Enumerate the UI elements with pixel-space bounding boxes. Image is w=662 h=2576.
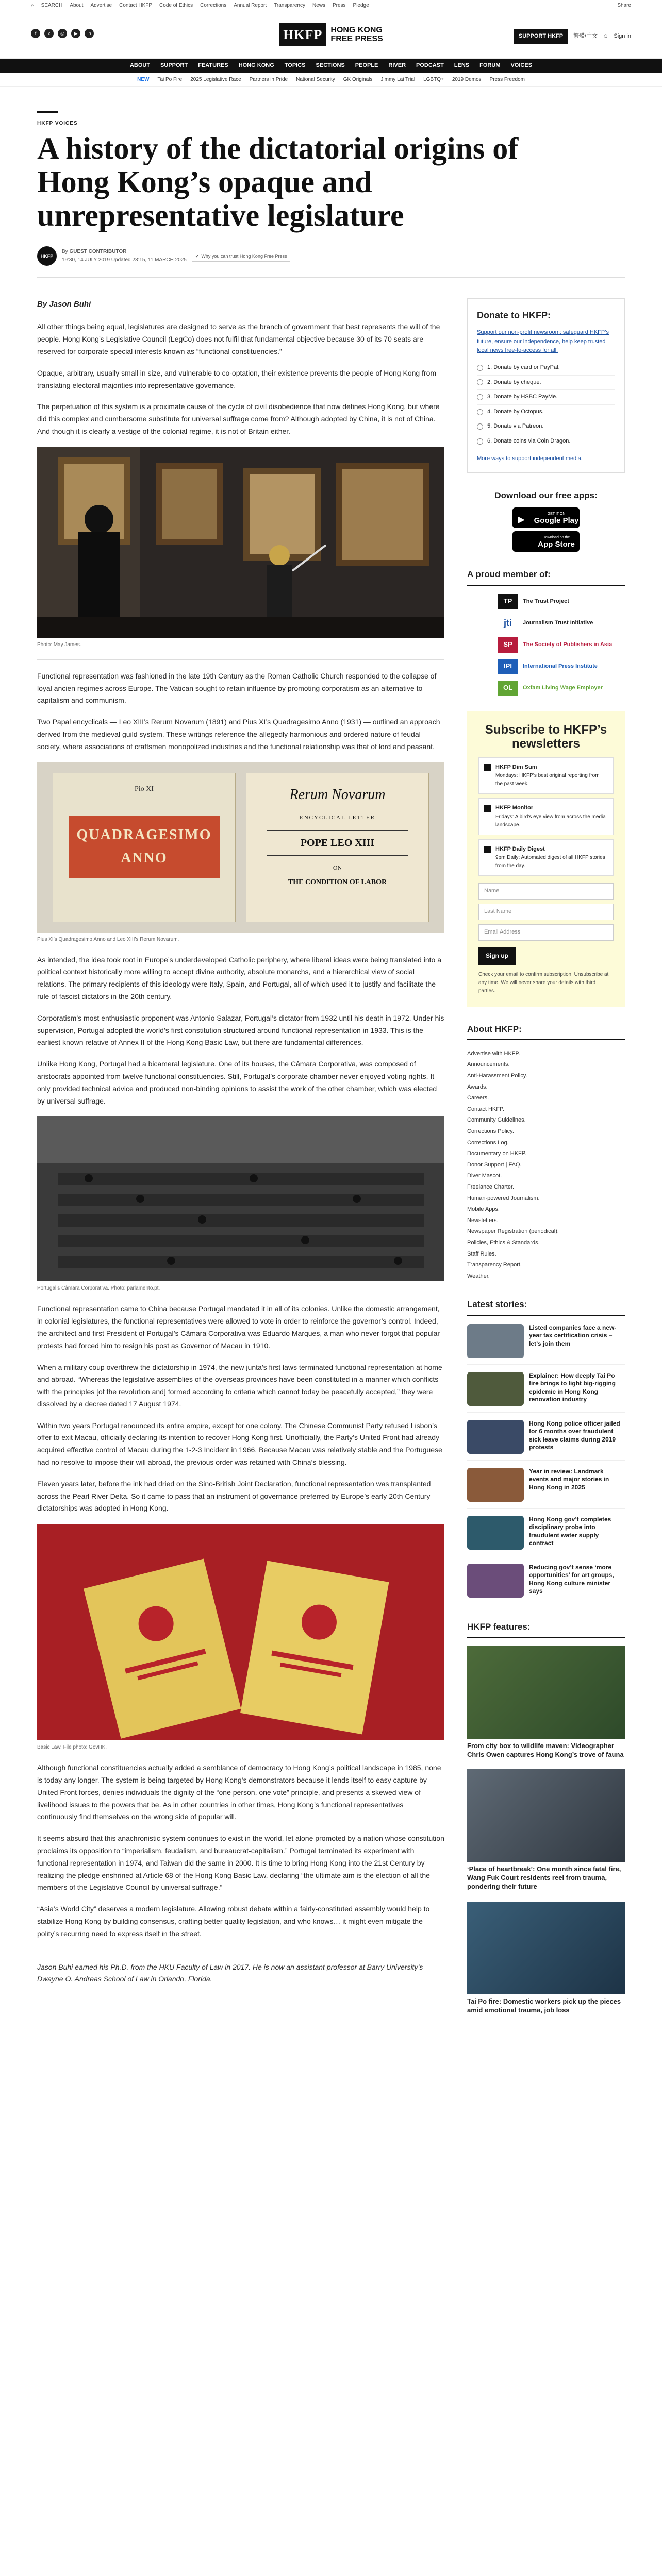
app-store-badge[interactable]: Download on the App Store (512, 531, 580, 552)
radio-icon (477, 365, 483, 371)
top-link[interactable]: Press (332, 2, 346, 8)
photo-caption: Pius XI’s Quadragesimo Anno and Leo XIII’s Rerum Novarum. (37, 936, 179, 942)
member-item[interactable]: OL Oxfam Living Wage Employer (498, 681, 625, 696)
about-link[interactable]: Corrections Policy. (467, 1128, 514, 1134)
x-icon[interactable]: x (44, 29, 54, 38)
donate-box (467, 298, 625, 473)
protest-photo-art (37, 447, 444, 638)
trending-link[interactable]: 2025 Legislative Race (190, 76, 241, 82)
newsletter-form (478, 883, 614, 941)
nav-item[interactable]: HONG KONG (238, 62, 274, 69)
about-link[interactable]: Careers. (467, 1095, 489, 1101)
article-kicker[interactable]: HKFP VOICES (37, 121, 78, 126)
instagram-icon[interactable]: ◎ (58, 29, 67, 38)
story-thumbnail (467, 1372, 524, 1406)
shield-icon: ✔ (195, 253, 200, 259)
divider (37, 659, 444, 660)
donate-option[interactable]: 2. Donate by cheque. (477, 376, 615, 391)
about-link[interactable]: Diver Mascot. (467, 1173, 502, 1179)
paragraph: When a military coup overthrew the dictatorship in 1974, the new junta’s first laws terminated functional representation at home and abroad. “Whereas the legislative assemblies of the overseas provinces have been constituted in a manner which conflicts with the principles [of the revolution and] formed according to criteria which cannot today be peacefully accepted,” they were dissolved by a decree dated 17 August 1974. (37, 1363, 442, 1408)
newsletter-option[interactable]: HKFP Monitor Fridays: A bird’s eye view from across the media landscape. (478, 798, 614, 835)
about-section (467, 1022, 625, 1282)
paragraph: Within two years Portugal renounced its entire empire, except for one colony. The Chinese Communist Party refused Lisbon’s offer to exit Macau, officially declaring its intention to recover Hong Kong first. Unofficially, the Party’s United Front had already acquired effective control of Macau during the 1-2-3 Incident in 1966. Because Macau was relatively stable and the Portuguese had no resolve to impose their will abroad, the previous order was retained with China’s blessing. (37, 1421, 442, 1467)
about-title: About HKFP: (467, 1022, 625, 1040)
nav-item[interactable]: FEATURES (198, 62, 228, 69)
feature-image[interactable] (467, 1646, 625, 1739)
byline-prefix: By (62, 249, 68, 255)
about-list (467, 1048, 625, 1282)
jti-logo: jti (504, 618, 512, 629)
basic-law-photo (37, 1524, 444, 1740)
trust-project-logo: TP (498, 594, 518, 609)
apps-section (467, 488, 625, 552)
features-title: HKFP features: (467, 1620, 625, 1638)
paragraph: Unlike Hong Kong, Portugal had a bicameral legislature. One of its houses, the Câmara Corporativa, was composed of aristocrats appointed from twelve functional constituencies. Still, Portugal’s corporate chamber never enjoyed voting rights. It only provided technical advice and produced non-binding opinions to assist the work of the other chamber, which was elected by universal suffrage. (37, 1060, 437, 1105)
story-item[interactable]: Explainer: How deeply Tai Po fire brings to light big-rigging epidemic in Hong Kong renovation industry (467, 1372, 625, 1413)
trending-link[interactable]: GK Originals (343, 76, 373, 82)
linkedin-icon[interactable]: in (85, 29, 94, 38)
sidebar (467, 298, 625, 2025)
top-link[interactable]: Transparency (274, 2, 305, 8)
about-link[interactable]: Weather. (467, 1273, 490, 1279)
about-link[interactable]: Anti-Harassment Policy. (467, 1073, 527, 1079)
photo-caption: Portugal’s Câmara Corporativa. Photo: parlamento.pt. (37, 1285, 160, 1292)
about-link[interactable]: Policies, Ethics & Standards. (467, 1239, 540, 1246)
checkbox-icon[interactable] (484, 764, 491, 771)
nav-item[interactable]: PODCAST (416, 62, 444, 69)
nav-item[interactable]: SUPPORT (160, 62, 188, 69)
about-link[interactable]: Announcements. (467, 1061, 510, 1068)
paragraph: Corporatism’s most enthusiastic proponent was Antonio Salazar, Portugal’s dictator from 1932 until his death in 1972. Under his supervision, Portugal adopted the world’s first constitution structured around functional representation in 1933. This is the earliest known relative of Annex II of the Hong Kong Basic Law, but there are fundamental differences. (37, 1013, 444, 1047)
top-utility-bar (0, 0, 662, 11)
checkbox-icon[interactable] (484, 805, 491, 812)
trending-bar (0, 73, 662, 87)
story-item[interactable]: Hong Kong gov’t completes disciplinary probe into fraudulent water supply contract (467, 1516, 625, 1556)
member-item[interactable]: jti Journalism Trust Initiative (498, 616, 625, 631)
protest-photo (37, 447, 444, 638)
radio-icon (477, 379, 483, 385)
feature-image[interactable] (467, 1769, 625, 1862)
story-item[interactable]: Reducing gov’t sense ‘more opportunities’ for art groups, Hong Kong culture minister says (467, 1564, 625, 1604)
member-item[interactable]: TP The Trust Project (498, 594, 625, 609)
paragraph: Opaque, arbitrary, usually small in size, and vulnerable to co-optation, their existence prevents the people of Hong Kong from translating electoral majorities into representative governance. (37, 368, 437, 389)
nav-item[interactable]: RIVER (388, 62, 406, 69)
about-link[interactable]: Contact HKFP. (467, 1106, 504, 1112)
about-link[interactable]: Documentary on HKFP. (467, 1150, 526, 1157)
nav-item[interactable]: VOICES (510, 62, 533, 69)
search-link[interactable]: SEARCH (41, 2, 63, 8)
paragraph: The perpetuation of this system is a proximate cause of the cycle of civil disobedience that now defines Hong Kong, but where did this complex and cumbersome substitute for universal suffrage come from? Although adopted by China, it is not of China. And though it is clearly a vestige of the colonial regime, it is not of Britain either. (37, 402, 440, 435)
paragraph: It seems absurd that this anachronistic system continues to exist in the world, let alone promoted by a nation whose constitution proclaims its opposition to “imperialism, feudalism, and bureaucrat-capitalism.” Portugal terminated its experiment with functional representation in 1974, and Taiwan did the same in 2000. It is time to bring Hong Kong into the 21st Century by realizing the pledge enshrined at Article 68 of the Hong Kong Basic Law, declaring “the ultimate aim is the election of all the members of the Legislative Council by universal suffrage.” (37, 1834, 444, 1892)
about-link[interactable]: Newsletters. (467, 1217, 499, 1224)
donate-option[interactable]: 6. Donate coins via Coin Dragon. (477, 434, 615, 449)
about-link[interactable]: Advertise with HKFP. (467, 1050, 520, 1057)
newsletter-title: Subscribe to HKFP’s newsletters (485, 722, 607, 751)
nav-item[interactable]: FORUM (479, 62, 501, 69)
author-bio: Jason Buhi earned his Ph.D. from the HKU Faculty of Law in 2017. He is now an assistant professor at Barry University’s Dwayne O. Andreas School of Law in Orlando, Florida. (37, 1962, 423, 1984)
member-item[interactable]: SP The Society of Publishers in Asia (498, 637, 625, 653)
trending-link[interactable]: Tai Po Fire (157, 76, 183, 82)
nav-item[interactable]: SECTIONS (316, 62, 345, 69)
about-link[interactable]: Awards. (467, 1083, 488, 1090)
donate-option[interactable]: 1. Donate by card or PayPal. (477, 361, 615, 376)
youtube-icon[interactable]: ▶ (71, 29, 80, 38)
rerum-novarum-book: Rerum Novarum ENCYCLICAL LETTER POPE LEO XIII ON THE CONDITION OF LABOR (246, 773, 429, 922)
story-thumbnail (467, 1468, 524, 1502)
user-icon[interactable]: ☺ (603, 33, 609, 39)
photo-caption: Photo: May James. (37, 641, 81, 648)
top-link[interactable]: Annual Report (234, 2, 267, 8)
site-logo[interactable] (279, 23, 383, 47)
more-ways-link[interactable]: More ways to support independent media. (477, 455, 583, 462)
play-icon: ▶ (518, 514, 525, 525)
about-link[interactable]: Donor Support | FAQ. (467, 1161, 522, 1168)
top-link[interactable]: Pledge (353, 2, 369, 8)
about-link[interactable]: Freelance Charter. (467, 1183, 515, 1190)
paragraph: All other things being equal, legislatures are designed to serve as the branch of government that best represents the will of the people. Hong Kong’s Legislative Council (LegCo) does not fulfil that fundamental objective because 30 of its 70 seats are reserved for corporate special interests known as “functional constituencies.” (37, 323, 440, 355)
name-field[interactable]: Name (478, 883, 614, 900)
camara-photo-art (37, 1116, 444, 1281)
facebook-icon[interactable]: f (31, 29, 40, 38)
signin-link[interactable]: Sign in (614, 33, 631, 39)
masthead (0, 11, 662, 59)
ipi-logo: IPI (498, 659, 518, 674)
top-link[interactable]: Code of Ethics (159, 2, 193, 8)
logo-text: HONG KONG FREE PRESS (330, 25, 383, 43)
top-link[interactable]: News (312, 2, 325, 8)
title-accent-bar (37, 111, 58, 113)
article-body (37, 298, 444, 2025)
signup-button[interactable]: Sign up (478, 947, 516, 965)
about-link[interactable]: Community Guidelines. (467, 1117, 526, 1124)
encyclicals-photo (37, 762, 444, 933)
trending-link[interactable]: Partners in Pride (249, 76, 288, 82)
newsletter-option[interactable]: HKFP Daily Digest 9pm Daily: Automated digest of all HKFP stories from the day. (478, 839, 614, 876)
top-link[interactable]: Corrections (200, 2, 227, 8)
logo-box: HKFP (279, 23, 326, 47)
nav-item[interactable]: PEOPLE (355, 62, 378, 69)
story-item[interactable]: Hong Kong police officer jailed for 6 months over fraudulent sick leave claims during 2019 protests (467, 1420, 625, 1461)
about-link[interactable]: Human-powered Journalism. (467, 1195, 540, 1201)
share-link[interactable]: Share (617, 2, 631, 8)
quadragesimo-book: Pio XI QUADRAGESIMO ANNO (53, 773, 236, 922)
about-link[interactable]: Transparency Report. (467, 1262, 522, 1268)
checkbox-icon[interactable] (484, 846, 491, 853)
nav-item[interactable]: ABOUT (129, 62, 151, 69)
top-link[interactable]: Advertise (90, 2, 112, 8)
members-title: A proud member of: (467, 567, 625, 585)
about-link[interactable]: Newspaper Registration (periodical). (467, 1228, 559, 1235)
about-link[interactable]: Mobile Apps. (467, 1206, 500, 1213)
features-section (467, 1620, 625, 2015)
social-links (31, 29, 94, 38)
trending-link[interactable]: 2019 Demos (452, 76, 482, 82)
nav-item[interactable]: TOPICS (284, 62, 306, 69)
donate-option[interactable]: 3. Donate by HSBC PayMe. (477, 390, 615, 405)
author-role[interactable]: GUEST CONTRIBUTOR (69, 249, 127, 255)
paragraph: Functional representation came to China because Portugal mandated it in all of its colonies. Unlike the domestic arrangement, in colonial legislatures, the functional representatives were allowed to vote in order to reinforce the governor’s control. Indeed, the architect and first President of Portugal’s Câmara Corporativa was Eduardo Marques, a man who never forgot that popular protests had forced him to resign his post as Governor of Macau in 1910. (37, 1304, 440, 1350)
feature-headline[interactable]: Tai Po fire: Domestic workers pick up the pieces amid emotional trauma, job loss (467, 1997, 621, 2014)
trending-link[interactable]: Jimmy Lai Trial (380, 76, 416, 82)
article-author: By Jason Buhi (37, 300, 91, 309)
byline (37, 246, 625, 278)
trending-link[interactable]: LGBTQ+ (423, 76, 444, 82)
donate-text[interactable]: Support our non-profit newsroom: safeguard HKFP’s future, ensure our independence, help keep trusted local news free-to-access for all. (477, 329, 609, 354)
story-thumbnail (467, 1564, 524, 1598)
newsletter-note: Check your email to confirm subscription. Unsubscribe at any time. We will never share your details with third parties. (478, 971, 609, 994)
trending-link[interactable]: National Security (296, 76, 335, 82)
member-item[interactable]: IPI International Press Institute (498, 659, 625, 674)
email-field[interactable]: Email Address (478, 924, 614, 941)
paragraph: Functional representation was fashioned in the late 19th Century as the Roman Catholic Church responded to the collapse of loyal ancien regimes across Europe. The Vatican sought to retain influence by promoting corporatism as an alternative to capitalism and communism. (37, 671, 437, 705)
feature-headline[interactable]: ‘Place of heartbreak’: One month since fatal fire, Wang Fuk Court residents reel from trauma, pondering their future (467, 1865, 621, 1891)
basic-law-photo-art (37, 1524, 444, 1740)
language-toggle[interactable]: 繁體/中文 (573, 33, 598, 39)
search-icon[interactable]: ⌕ (31, 2, 34, 8)
article-header (37, 87, 625, 278)
top-link[interactable]: About (70, 2, 84, 8)
latest-title: Latest stories: (467, 1297, 625, 1315)
radio-icon (477, 423, 483, 430)
trending-link[interactable]: Press Freedom (489, 76, 525, 82)
support-button[interactable]: SUPPORT HKFP (514, 29, 568, 44)
story-thumbnail (467, 1324, 524, 1358)
radio-icon (477, 409, 483, 415)
nav-item[interactable]: LENS (454, 62, 470, 69)
main-nav (0, 59, 662, 73)
article-dates: 19:30, 14 JULY 2019 Updated 23:15, 11 MARCH 2025 (62, 257, 187, 263)
donate-option[interactable]: 5. Donate via Patreon. (477, 419, 615, 434)
story-thumbnail (467, 1420, 524, 1454)
story-item[interactable]: Listed companies face a new-year tax certification crisis – let’s join them (467, 1324, 625, 1365)
about-link[interactable]: Corrections Log. (467, 1139, 509, 1146)
author-avatar: HKFP (37, 246, 57, 266)
paragraph: Although functional constituencies actually added a semblance of democracy to Hong Kong’s political landscape in 1985, none is today any longer. The system is being targeted by Hong Kong’s demonstrators because it lends itself to easy capture by United Front forces, denies individuals the dignity of the “one person, one vote” principle, and presents a skewed view of livelihood issues to the powers that be. As in other countries in other times, Hong Kong’s functional representatives continuously find themselves on the wrong side of popular will. (37, 1764, 441, 1821)
trust-badge[interactable]: ✔ Why you can trust Hong Kong Free Press (192, 251, 291, 261)
masthead-actions (514, 29, 631, 44)
google-play-badge[interactable]: ▶ GET IT ON Google Play (512, 507, 580, 528)
paragraph: Two Papal encyclicals — Leo XIII’s Rerum Novarum (1891) and Pius XI’s Quadragesimo Anno (1931) — outlined an approach derived from the medieval guild system. These writings reference the allegedly harmonious and ordered nature of feudal society, where associations of craftsmen monopolized industries and the functional relationship was that of lord and peasant. (37, 718, 440, 751)
last-name-field[interactable]: Last Name (478, 904, 614, 920)
members-section (467, 567, 625, 696)
paragraph: Eleven years later, before the ink had dried on the Sino-British Joint Declaration, functional representation was transplanted across the Pearl River Delta. So it came to pass that an instrument of governance preferred by Europe’s early 20th Century dictatorships was adopted in Hong Kong. (37, 1479, 431, 1513)
paragraph: As intended, the idea took root in Europe’s underdeveloped Catholic periphery, where liberal ideas were being translated into a political context historically more willing to accept divine authority, absolute monarchs, and a hierarchical view of social relations. The primary recipients of this ideology were Italy, Spain, and Portugal, all of which used it to justify and facilitate the rule of fascist dictators in the 20th century. (37, 955, 441, 1001)
donate-title: Donate to HKFP: (477, 310, 551, 321)
newsletter-option[interactable]: HKFP Dim Sum Mondays: HKFP’s best original reporting from the past week. (478, 757, 614, 794)
about-link[interactable]: Staff Rules. (467, 1250, 496, 1257)
feature-image[interactable] (467, 1902, 625, 1994)
new-label: NEW (137, 76, 150, 82)
top-link[interactable]: Contact HKFP (119, 2, 153, 8)
oxfam-logo: OL (498, 681, 518, 696)
radio-icon (477, 394, 483, 400)
feature-headline[interactable]: From city box to wildlife maven: Videographer Chris Owen captures Hong Kong’s trove of fauna (467, 1741, 624, 1758)
donate-option[interactable]: 4. Donate by Octopus. (477, 405, 615, 420)
story-item[interactable]: Year in review: Landmark events and major stories in Hong Kong in 2025 (467, 1468, 625, 1509)
radio-icon (477, 438, 483, 445)
latest-section (467, 1297, 625, 1604)
newsletter-box (467, 711, 625, 1007)
camara-photo (37, 1116, 444, 1281)
sopa-logo: SP (498, 637, 518, 653)
story-thumbnail (467, 1516, 524, 1550)
apps-title: Download our free apps: (494, 490, 598, 501)
photo-caption: Basic Law. File photo: GovHK. (37, 1744, 107, 1751)
article-title: A history of the dictatorial origins of Hong Kong’s opaque and unrepresentative legislature (37, 131, 519, 232)
paragraph: “Asia’s World City” deserves a modern legislature. Allowing robust debate within a fairly-constituted assembly would help to stabilize Hong Kong by building consensus, crafting better quality legislation, and who knows… it might even mitigate the polity’s recurring need to express itself in the street. (37, 1905, 430, 1938)
